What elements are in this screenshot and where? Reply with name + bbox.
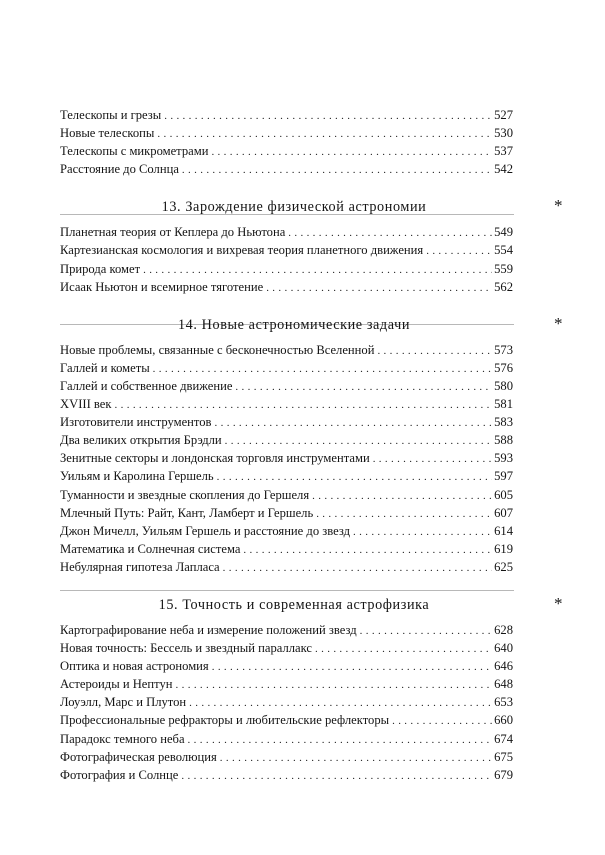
toc-entry[interactable] bbox=[60, 486, 513, 504]
toc-entry[interactable] bbox=[60, 359, 513, 377]
dot-leader bbox=[176, 676, 493, 694]
toc-entry[interactable] bbox=[60, 657, 513, 675]
toc-entry-title: Парадокс темного неба bbox=[60, 731, 185, 746]
chapter-asterisk: * bbox=[554, 593, 563, 613]
toc-page-number: 619 bbox=[494, 541, 513, 556]
toc-entry[interactable] bbox=[60, 106, 513, 124]
toc-page-number: 605 bbox=[494, 487, 513, 502]
toc-entry-title: Оптика и новая астрономия bbox=[60, 659, 209, 674]
toc-entry-title: Профессиональные рефракторы и любительские рефлекторы bbox=[60, 713, 390, 728]
dot-leader bbox=[189, 694, 492, 712]
dot-leader bbox=[188, 731, 493, 749]
toc-entry-title: Картезианская космология и вихревая теория планетного движения bbox=[60, 243, 424, 258]
toc-entry[interactable] bbox=[60, 504, 513, 522]
toc-entry-title: Лоуэлл, Марс и Плутон bbox=[60, 695, 187, 710]
dot-leader bbox=[164, 107, 492, 125]
chapter-heading bbox=[60, 313, 563, 336]
toc-page-number: 625 bbox=[494, 559, 513, 574]
toc-entry[interactable] bbox=[60, 693, 513, 711]
toc-entry[interactable] bbox=[60, 467, 513, 485]
toc-page-number: 648 bbox=[494, 677, 513, 692]
dot-leader bbox=[153, 360, 492, 378]
dot-leader bbox=[235, 378, 492, 396]
toc-page-number: 562 bbox=[494, 279, 513, 294]
toc-entry[interactable] bbox=[60, 413, 513, 431]
toc-page-number: 581 bbox=[494, 397, 513, 412]
dot-leader bbox=[288, 224, 492, 242]
toc-page-number: 554 bbox=[494, 243, 513, 258]
chapter-heading bbox=[60, 593, 563, 616]
toc-entry-title: Астероиды и Нептун bbox=[60, 677, 173, 692]
toc-entry-title: Новые проблемы, связанные с бесконечностью Вселенной bbox=[60, 342, 375, 357]
toc-page-number: 527 bbox=[494, 108, 513, 122]
chapter-title[interactable]: 13. Зарождение физической астрономии bbox=[161, 199, 427, 216]
dot-leader bbox=[316, 505, 492, 523]
toc-entry-title: Два великих открытия Брэдли bbox=[60, 433, 222, 448]
toc-page-number: 646 bbox=[494, 659, 513, 674]
dot-leader bbox=[225, 432, 492, 450]
toc-entry-title: Планетная теория от Кеплера до Ньютона bbox=[60, 225, 286, 240]
toc-entry-title: Уильям и Каролина Гершель bbox=[60, 469, 214, 484]
dot-leader bbox=[220, 749, 492, 767]
toc-entry[interactable] bbox=[60, 341, 513, 359]
toc-entry[interactable] bbox=[60, 223, 513, 241]
toc-page-number: 588 bbox=[494, 433, 513, 448]
table-of-contents bbox=[60, 106, 563, 784]
dot-leader bbox=[217, 468, 492, 486]
dot-leader bbox=[243, 541, 492, 559]
toc-entry-title: Исаак Ньютон и всемирное тяготение bbox=[60, 279, 264, 294]
toc-entry[interactable] bbox=[60, 278, 513, 296]
toc-page-number: 674 bbox=[494, 731, 513, 746]
toc-page-number: 614 bbox=[494, 523, 513, 538]
toc-entry-title: Новая точность: Бессель и звездный параллакс bbox=[60, 641, 313, 656]
toc-entry[interactable] bbox=[60, 639, 513, 657]
toc-entry[interactable] bbox=[60, 160, 513, 178]
dot-leader bbox=[157, 125, 492, 143]
toc-page-number: 530 bbox=[494, 126, 513, 141]
dot-leader bbox=[211, 143, 492, 161]
toc-entry-title: Млечный Путь: Райт, Кант, Ламберт и Гершель bbox=[60, 505, 314, 520]
toc-entry[interactable] bbox=[60, 730, 513, 748]
toc-entry[interactable] bbox=[60, 124, 513, 142]
toc-page-number: 537 bbox=[494, 144, 513, 159]
toc-entry-title: Туманности и звездные скопления до Гершеля bbox=[60, 487, 310, 502]
dot-leader bbox=[312, 487, 492, 505]
toc-entry[interactable] bbox=[60, 558, 513, 576]
dot-leader bbox=[266, 279, 492, 297]
toc-entry-title: Фотографическая революция bbox=[60, 749, 217, 764]
toc-entry[interactable] bbox=[60, 241, 513, 259]
toc-entry[interactable] bbox=[60, 540, 513, 558]
toc-page-number: 628 bbox=[494, 622, 513, 637]
toc-entry-title: Галлей и собственное движение bbox=[60, 378, 233, 393]
dot-leader bbox=[182, 161, 492, 179]
dot-leader bbox=[181, 767, 492, 785]
toc-entry-title: Расстояние до Солнца bbox=[60, 162, 179, 177]
toc-page-number: 679 bbox=[494, 767, 513, 782]
toc-page-number: 542 bbox=[494, 162, 513, 177]
toc-page-number: 675 bbox=[494, 749, 513, 764]
toc-page-number: 573 bbox=[494, 342, 513, 357]
toc-entry-title: Изготовители инструментов bbox=[60, 415, 212, 430]
toc-page-number: 593 bbox=[494, 451, 513, 466]
toc-entry-title: Картографирование неба и измерение положений звезд bbox=[60, 622, 357, 637]
dot-leader bbox=[215, 414, 493, 432]
toc-entry-title: Фотография и Солнце bbox=[60, 767, 179, 782]
dot-leader bbox=[115, 396, 493, 414]
toc-page-number: 549 bbox=[494, 225, 513, 240]
chapter-title[interactable]: 15. Точность и современная астрофизика bbox=[158, 596, 430, 613]
toc-entry-title: XVIII век bbox=[60, 397, 112, 412]
toc-entry-title: Зенитные секторы и лондонская торговля инструментами bbox=[60, 451, 370, 466]
toc-entry[interactable] bbox=[60, 431, 513, 449]
toc-entry[interactable] bbox=[60, 395, 513, 413]
toc-page-number: 653 bbox=[494, 695, 513, 710]
toc-page-number: 576 bbox=[494, 360, 513, 375]
dot-leader bbox=[392, 712, 492, 730]
dot-leader bbox=[143, 261, 492, 279]
toc-entry-title: Галлей и кометы bbox=[60, 360, 150, 375]
dot-leader bbox=[315, 640, 492, 658]
toc-entry[interactable] bbox=[60, 449, 513, 467]
toc-entry-title: Математика и Солнечная система bbox=[60, 541, 241, 556]
toc-entry[interactable] bbox=[60, 621, 513, 639]
toc-entry[interactable] bbox=[60, 748, 513, 766]
toc-page-number: 580 bbox=[494, 378, 513, 393]
toc-entry[interactable] bbox=[60, 711, 513, 729]
dot-leader bbox=[426, 242, 492, 260]
dot-leader bbox=[223, 559, 492, 577]
chapter-heading bbox=[60, 196, 563, 218]
toc-page-number: 597 bbox=[494, 469, 513, 484]
toc-entry[interactable] bbox=[60, 675, 513, 693]
toc-entry[interactable] bbox=[60, 377, 513, 395]
toc-page-number: 660 bbox=[494, 713, 513, 728]
chapter-title[interactable]: 14. Новые астрономические задачи bbox=[177, 316, 411, 333]
toc-entry-title: Джон Мичелл, Уильям Гершель и расстояние до звезд bbox=[60, 523, 351, 538]
toc-page-number: 607 bbox=[494, 505, 513, 520]
toc-page-number: 559 bbox=[494, 261, 513, 276]
toc-entry-title: Небулярная гипотеза Лапласа bbox=[60, 559, 220, 574]
dot-leader bbox=[373, 450, 492, 468]
toc-entry[interactable] bbox=[60, 522, 513, 540]
dot-leader bbox=[353, 523, 492, 541]
toc-entry-title: Телескопы и грезы bbox=[60, 108, 162, 122]
toc-page-number: 583 bbox=[494, 415, 513, 430]
toc-entry-title: Телескопы с микрометрами bbox=[60, 144, 209, 159]
toc-entry-title: Природа комет bbox=[60, 261, 141, 276]
toc-entry[interactable] bbox=[60, 142, 513, 160]
dot-leader bbox=[360, 622, 492, 640]
toc-entry[interactable] bbox=[60, 260, 513, 278]
chapter-asterisk: * bbox=[554, 313, 563, 333]
chapter-asterisk: * bbox=[554, 196, 563, 216]
toc-page-number: 640 bbox=[494, 641, 513, 656]
dot-leader bbox=[377, 342, 492, 360]
dot-leader bbox=[212, 658, 492, 676]
toc-entry-title: Новые телескопы bbox=[60, 126, 155, 141]
toc-entry[interactable] bbox=[60, 766, 513, 784]
